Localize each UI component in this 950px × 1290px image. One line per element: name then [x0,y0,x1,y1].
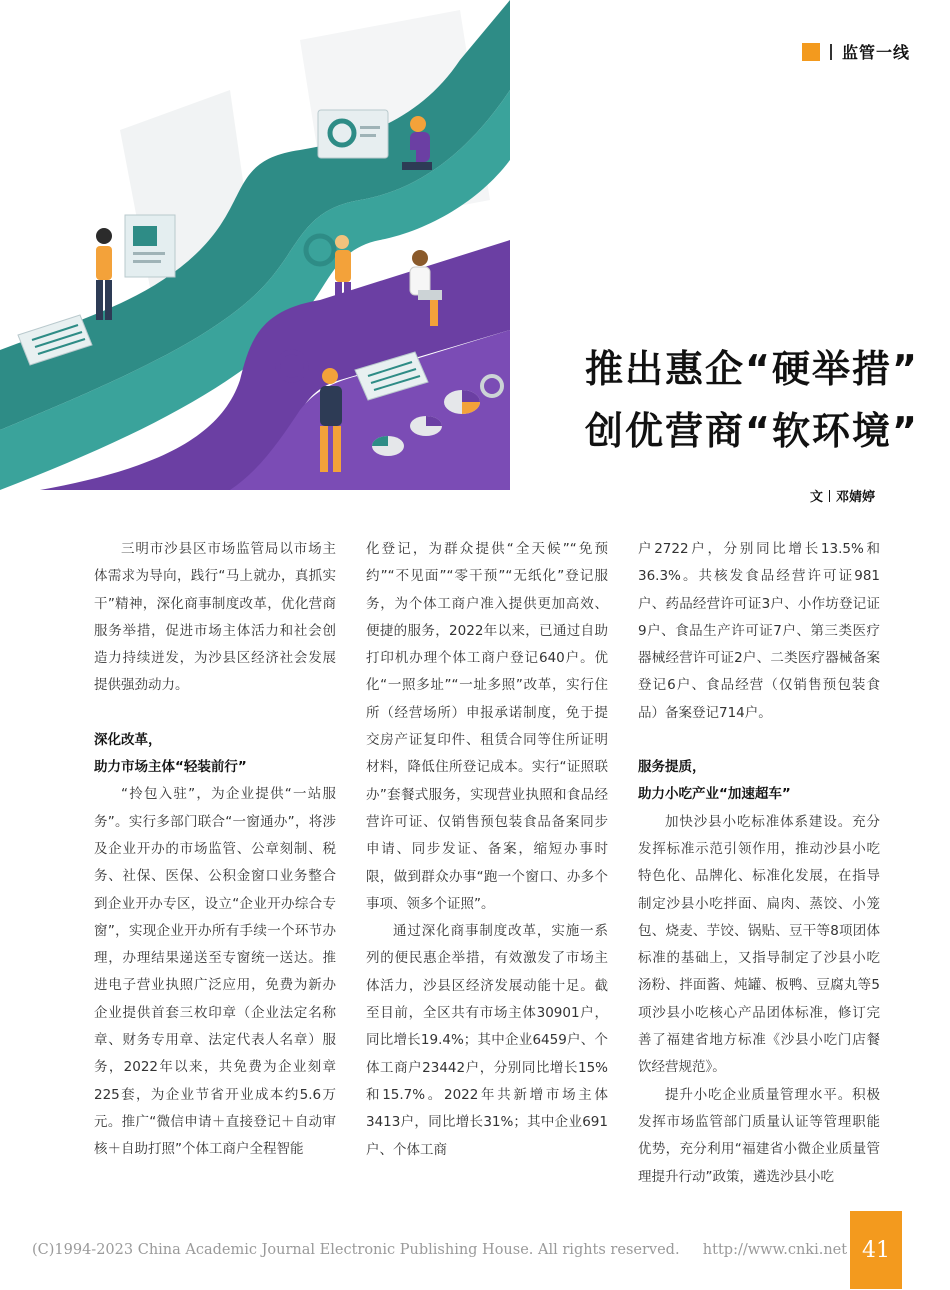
spacer [94,700,336,727]
page-number: 41 [850,1211,902,1289]
subheading: 服务提质， [638,759,706,776]
paragraph: 三明市沙县区市场监管局以市场主体需求为导向，践行“马上就办，真抓实干”精神，深化商事制度改革，优化营商服务举措，促进市场主体活力和社会创造力持续迸发，为沙县区经济社会发展提供强劲动力。 [94,541,336,694]
section-marker [802,43,820,61]
text-column-1 [94,536,336,1164]
text-column-3 [638,536,880,1191]
paragraph: 加快沙县小吃标准体系建设。充分发挥标准示范引领作用，推动沙县小吃特色化、品牌化、标准化发展，在指导制定沙县小吃拌面、扁肉、蒸饺、小笼包、烧麦、芋饺、锅贴、豆干等8项团体标准的基础上，又指导制定了沙县小吃汤粉、拌面酱、炖罐、板鸭、豆腐丸等5项沙县小吃核心产品团体标准，修订完善了福建省地方标准《沙县小吃门店餐饮经营规范》。 [638,813,880,1076]
subheading: 助力市场主体“轻装前行” [94,759,247,776]
footer-url[interactable]: http://www.cnki.net [702,1242,848,1258]
byline-label: 文 [809,490,823,505]
subheading: 深化改革， [94,731,162,748]
paragraph: “拎包入驻”，为企业提供“一站服务”。实行多部门联合“一窗通办”，将涉及企业开办的市场监管、公章刻制、税务、社保、医保、公积金窗口业务整合到企业开办专区，设立“企业开办综合专窗”，实现企业开办所有手续一个环节办理，办理结果递送至专窗统一送达。推进电子营业执照广泛应用，免费为新办企业提供首套三枚印章（企业法定名称章、财务专用章、法定代表人名章）服务，2022年以来，共免费为企业刻章225套，为企业节省开业成本约5.6万元。推广“微信申请＋直接登记＋自动审核＋自助打照”个体工商户全程智能 [94,786,336,1158]
paragraph: 提升小吃企业质量管理水平。积极发挥市场监管部门质量认证等管理职能优势，充分利用“福建省小微企业质量管理提升行动”政策，遴选沙县小吃 [638,1086,880,1185]
title-line-2: 创优营商“软环境” [585,409,919,453]
byline-author: 邓婧婷 [835,490,875,505]
spacer [638,727,880,754]
paragraph: 化登记，为群众提供“全天候”“免预约”“不见面”“零干预”“无纸化”登记服务，为个体工商户准入提供更加高效、便捷的服务，2022年以来，已通过自助打印机办理个体工商户登记640户。优化“一照多址”“一址多照”改革，实行住所（经营场所）申报承诺制度，免于提交房产证复印件、租赁合同等住所证明材料，降低住所登记成本。实行“证照联办”套餐式服务，实现营业执照和食品经营许可证、仅销售预包装食品备案同步申请、同步发证、备案，缩短办事时限，做到群众办事“跑一个窗口、办多个事项、领多个证照”。 [366,541,608,912]
text-column-2 [366,536,608,1164]
copyright-text: (C)1994-2023 China Academic Journal Electronic Publishing House. All rights reserved. [32,1242,680,1258]
section-tag [802,40,910,63]
byline-divider [829,490,830,502]
paragraph: 户2722户，分别同比增长13.5%和36.3%。共核发食品经营许可证981户、药品经营许可证3户、小作坊登记证9户、食品生产许可证7户、第三类医疗器械经营许可证2户、二类医疗器械备案登记6户、食品经营（仅销售预包装食品）备案登记714户。 [638,541,880,721]
byline [810,486,875,505]
copyright-footer [32,1242,847,1258]
subheading: 助力小吃产业“加速超车” [638,786,791,803]
section-divider [830,44,832,60]
article-title [585,338,919,462]
section-label: 监管一线 [841,43,910,62]
hero-illustration [0,0,510,490]
paragraph: 通过深化商事制度改革，实施一系列的便民惠企举措，有效激发了市场主体活力，沙县区经济发展动能十足。截至目前，全区共有市场主体30901户，同比增长19.4%；其中企业6459户、个体工商户23442户，分别同比增长15%和15.7%。2022年共新增市场主体3413户，同比增长31%；其中企业691户、个体工商 [366,923,608,1158]
title-line-1: 推出惠企“硬举措” [585,347,919,391]
